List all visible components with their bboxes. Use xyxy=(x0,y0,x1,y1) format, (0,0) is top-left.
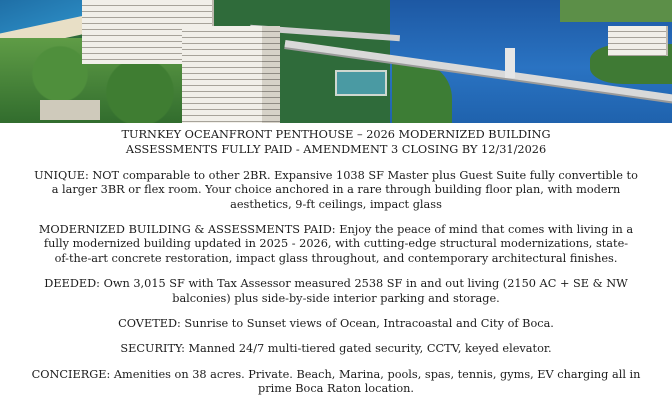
paragraph-line: MODERNIZED BUILDING & ASSESSMENTS PAID: Enjoy the peace of mind that comes with living in a xyxy=(38,223,634,237)
paragraph-line: aesthetics, 9-ft ceilings, impact glass xyxy=(230,197,442,211)
condo-tower-main-side xyxy=(262,26,280,123)
listing-title-line-2: ASSESSMENTS FULLY PAID - AMENDMENT 3 CLOSING BY 12/31/2026 xyxy=(125,143,547,157)
far-shore xyxy=(560,0,672,22)
paragraph-gap xyxy=(0,158,672,169)
paragraph-line: balconies) plus side-by-side interior parking and storage. xyxy=(172,291,500,305)
paragraph-line: UNIQUE: NOT comparable to other 2BR. Expansive 1038 SF Master plus Guest Suite fully convertible to xyxy=(34,168,638,182)
paragraph-gap xyxy=(0,357,672,368)
bridge-tower xyxy=(505,48,515,78)
paragraph-line: a larger 3BR or flex room. Your choice anchored in a rare through building floor plan, with modern xyxy=(51,183,621,197)
paragraph-line: prime Boca Raton location. xyxy=(258,382,414,396)
paragraph-gap xyxy=(0,266,672,277)
pool xyxy=(335,70,387,96)
paragraph-gap xyxy=(0,306,672,317)
listing-title-line-1: TURNKEY OCEANFRONT PENTHOUSE – 2026 MODERNIZED BUILDING xyxy=(121,128,551,141)
paragraph-line: SECURITY: Manned 24/7 multi-tiered gated security, CCTV, keyed elevator. xyxy=(120,342,552,356)
low-building xyxy=(40,100,100,120)
paragraph-line: COVETED: Sunrise to Sunset views of Ocean, Intracoastal and City of Boca. xyxy=(118,317,554,331)
paragraph-line: fully modernized building updated in 2025 - 2026, with cutting-edge structural modernizations, state- xyxy=(43,237,629,251)
condo-tower-far xyxy=(608,26,666,56)
paragraph-line: DEEDED: Own 3,015 SF with Tax Assessor measured 2538 SF in and out living (2150 AC + SE & NW xyxy=(44,277,628,291)
paragraph-gap xyxy=(0,212,672,223)
aerial-property-photo xyxy=(0,0,672,123)
paragraph-line: of-the-art concrete restoration, impact glass throughout, and contemporary architectural finishes. xyxy=(54,251,618,265)
paragraph-line: CONCIERGE: Amenities on 38 acres. Private. Beach, Marina, pools, spas, tennis, gyms, EV charging all in xyxy=(31,367,641,381)
paragraph-gap xyxy=(0,331,672,342)
description-paragraphs xyxy=(0,158,672,397)
listing-description xyxy=(0,127,672,397)
